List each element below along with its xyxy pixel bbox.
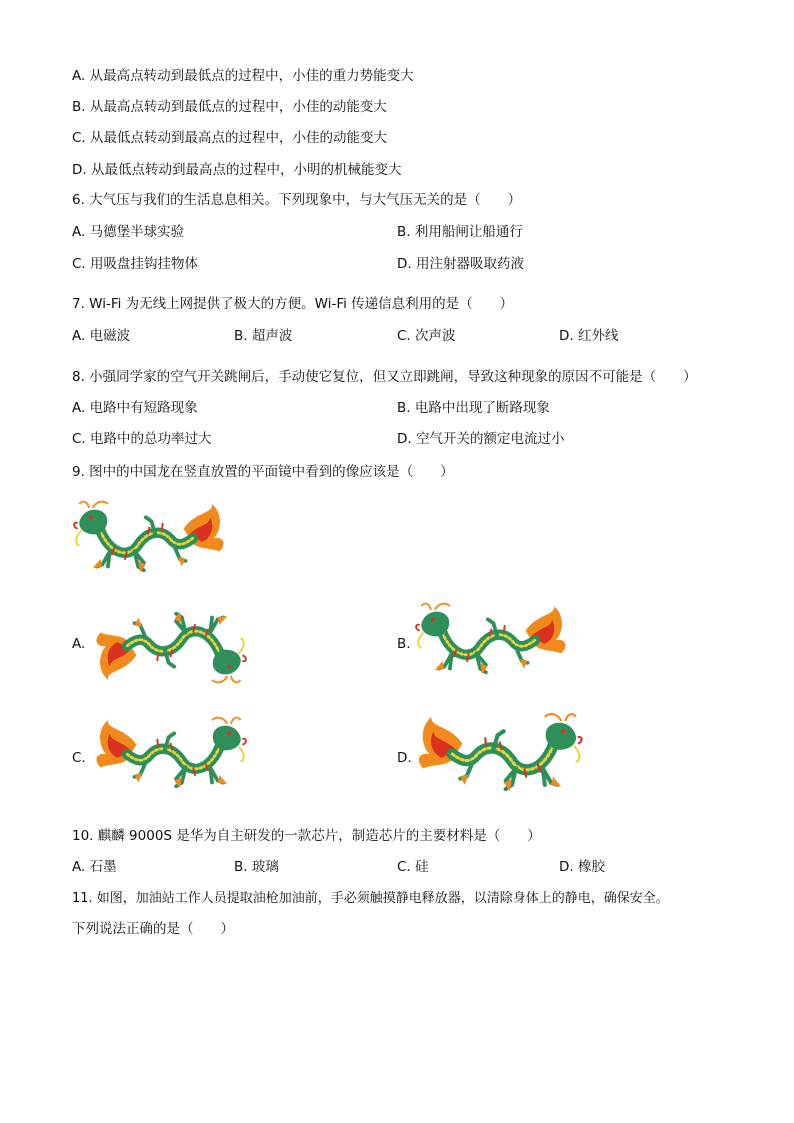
q11-stem-line2: 下列说法正确的是（ ） <box>72 921 234 937</box>
q6-option-b: B. 利用船闸让船通行 <box>397 224 523 240</box>
q6-stem: 6. 大气压与我们的生活息息相关。下列现象中，与大气压无关的是（ ） <box>72 192 522 208</box>
q7-stem: 7. Wi-Fi 为无线上网提供了极大的方便。Wi-Fi 传递信息利用的是（ ） <box>72 296 514 312</box>
q8-option-a: A. 电路中有短路现象 <box>72 400 198 416</box>
q6-option-d: D. 用注射器吸取药液 <box>397 256 524 272</box>
q8-stem: 8. 小强同学家的空气开关跳闸后，手动使它复位，但又立即跳闸，导致这种现象的原因不可能是（ ） <box>72 369 697 385</box>
q10-option-b: B. 玻璃 <box>234 859 279 875</box>
q10-option-d: D. 橡胶 <box>559 859 605 875</box>
q10-option-a: A. 石墨 <box>72 859 117 875</box>
dragon-option-b-image <box>414 598 570 688</box>
q7-option-d: D. 红外线 <box>559 328 619 344</box>
q5-option-a: A. 从最高点转动到最低点的过程中，小佳的重力势能变大 <box>72 68 414 84</box>
q5-option-b: B. 从最高点转动到最低点的过程中，小佳的动能变大 <box>72 99 387 115</box>
q10-option-c: C. 硅 <box>397 859 429 875</box>
q7-option-c: C. 次声波 <box>397 328 456 344</box>
q6-option-c: C. 用吸盘挂钩挂物体 <box>72 256 199 272</box>
q8-option-c: C. 电路中的总功率过大 <box>72 431 212 447</box>
q7-option-b: B. 超声波 <box>234 328 293 344</box>
q5-option-d: D. 从最低点转动到最高点的过程中，小明的机械能变大 <box>72 162 402 178</box>
q6-option-a: A. 马德堡半球实验 <box>72 224 185 240</box>
q8-option-b: B. 电路中出现了断路现象 <box>397 400 550 416</box>
dragon-option-c-image <box>92 712 248 802</box>
q9-option-b-label: B. <box>397 636 411 652</box>
q10-stem: 10. 麒麟 9000S 是华为自主研发的一款芯片，制造芯片的主要材料是（ ） <box>72 828 541 844</box>
q9-option-c-label: C. <box>72 750 86 766</box>
q9-option-d-label: D. <box>397 750 412 766</box>
q7-option-a: A. 电磁波 <box>72 328 131 344</box>
dragon-option-d-image <box>414 698 584 816</box>
dragon-option-a-image <box>92 598 248 688</box>
q9-stem: 9. 图中的中国龙在竖直放置的平面镜中看到的像应该是（ ） <box>72 464 454 480</box>
q8-option-d: D. 空气开关的额定电流过小 <box>397 431 565 447</box>
q11-stem-line1: 11. 如图，加油站工作人员提取油枪加油前，手必须触摸静电释放器，以清除身体上的静电，确保安全。 <box>72 891 669 906</box>
dragon-original-image <box>72 498 228 584</box>
q9-option-a-label: A. <box>72 636 86 652</box>
q5-option-c: C. 从最低点转动到最高点的过程中，小佳的动能变大 <box>72 130 388 146</box>
